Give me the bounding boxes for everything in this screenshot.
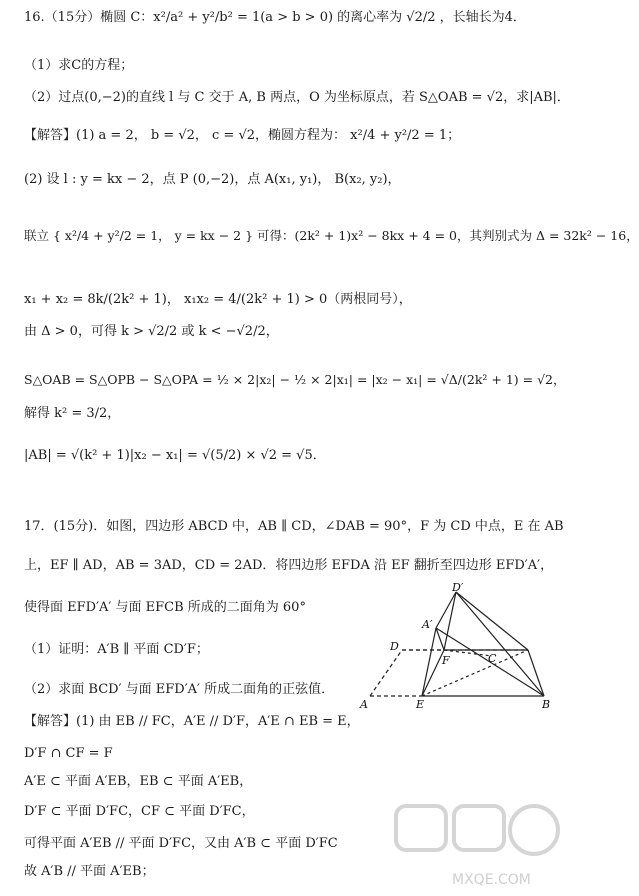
q16-answer-2b: 联立 { x²/4 + y²/2 = 1， y = kx − 2 } 可得：(2k² + 1)x² − 8kx + 4 = 0，其判别式为 Δ = 32k² − 16， — [24, 228, 639, 243]
q17-answer-1: 【解答】(1) 由 EB // FC，A′E // D′F，A′E ∩ EB = E， — [24, 714, 360, 729]
label-D: D — [390, 640, 399, 653]
label-A: A — [360, 698, 368, 711]
q16-answer-2d: 由 Δ > 0，可得 k > √2/2 或 k < −√2/2， — [24, 324, 279, 339]
q17-part2: （2）求面 BCD′ 与面 EFD′A′ 所成二面角的正弦值． — [24, 682, 335, 697]
watermark-text: MXQE.COM — [452, 872, 531, 888]
q17-part1: （1）证明：A′B ∥ 平面 CD′F； — [24, 642, 209, 657]
edge-ApDp — [436, 592, 456, 628]
folded-quadrilateral-diagram — [352, 581, 562, 714]
q17-answer-5: 可得平面 A′EB // 平面 D′FC，又由 A′B ⊂ 平面 D′FC — [24, 836, 338, 851]
q16-answer-1: 【解答】(1) a = 2， b = √2， c = √2，椭圆方程为： x²/4 + y²/2 = 1； — [24, 128, 461, 143]
edge-AD — [370, 650, 402, 696]
q17-stem-3: 使得面 EFD′A′ 与面 EFCB 所成的二面角为 60° — [24, 600, 306, 615]
label-Dp: D′ — [452, 581, 464, 594]
q16-answer-2a: (2) 设 l : y = kx − 2，点 P (0,−2)，点 A(x₁, y₁)， B(x₂, y₂)， — [24, 172, 401, 187]
label-E: E — [416, 698, 425, 711]
site-watermark — [392, 802, 570, 892]
edge-EF — [422, 650, 444, 696]
q16-answer-2e: S△OAB = S△OPB − S△OPA = ½ × 2|x₂| − ½ × 2|x₁| = |x₂ − x₁| = √Δ/(2k² + 1) = √2， — [24, 372, 566, 387]
edge-DpB — [456, 592, 544, 696]
label-B: B — [542, 698, 551, 711]
q16-stem: 16.（15分）椭圆 C：x²/a² + y²/b² = 1(a > b > 0) 的离心率为 √2/2 ，长轴长为4． — [24, 10, 526, 25]
q16-part1: （1）求C的方程； — [24, 58, 134, 73]
label-C: C — [488, 652, 497, 665]
q17-answer-3: A′E ⊂ 平面 A′EB，EB ⊂ 平面 A′EB， — [24, 774, 253, 789]
q16-part2: （2）过点(0,−2)的直线 l 与 C 交于 A, B 两点，O 为坐标原点，若 S△OAB = √2，求|AB|． — [24, 90, 570, 105]
label-F: F — [442, 654, 450, 667]
q17-stem-1: 17．(15分)．如图，四边形 ABCD 中，AB ∥ CD，∠DAB = 90°，F 为 CD 中点，E 在 AB — [24, 519, 564, 534]
edge-EC — [422, 650, 528, 696]
edge-DpC — [456, 592, 528, 650]
q17-answer-2: D′F ∩ CF = F — [24, 746, 113, 761]
edge-CB — [528, 650, 544, 696]
q17-answer-4: D′F ⊂ 平面 D′FC，CF ⊂ 平面 D′FC， — [24, 804, 255, 819]
q16-answer-2f: 解得 k² = 3/2， — [24, 406, 121, 421]
q17-answer-6: 故 A′B // 平面 A′EB； — [24, 864, 155, 879]
q16-answer-2g: |AB| = √(k² + 1)|x₂ − x₁| = √(5/2) × √2 = √5． — [24, 448, 326, 463]
q16-answer-2c: x₁ + x₂ = 8k/(2k² + 1)， x₁x₂ = 4/(2k² + 1) > 0（两根同号）， — [24, 292, 412, 307]
q17-figure — [352, 581, 562, 714]
edge-ApE — [422, 628, 436, 696]
edge-DpF — [444, 592, 456, 650]
edge-FO — [444, 650, 492, 656]
label-Ap: A′ — [422, 618, 433, 631]
q17-stem-2: 上，EF ∥ AD，AB = 3AD，CD = 2AD．将四边形 EFDA 沿 EF 翻折至四边形 EFD′A′， — [24, 558, 554, 573]
watermark-logo-icon — [392, 802, 570, 892]
edge-ApF — [436, 628, 444, 650]
